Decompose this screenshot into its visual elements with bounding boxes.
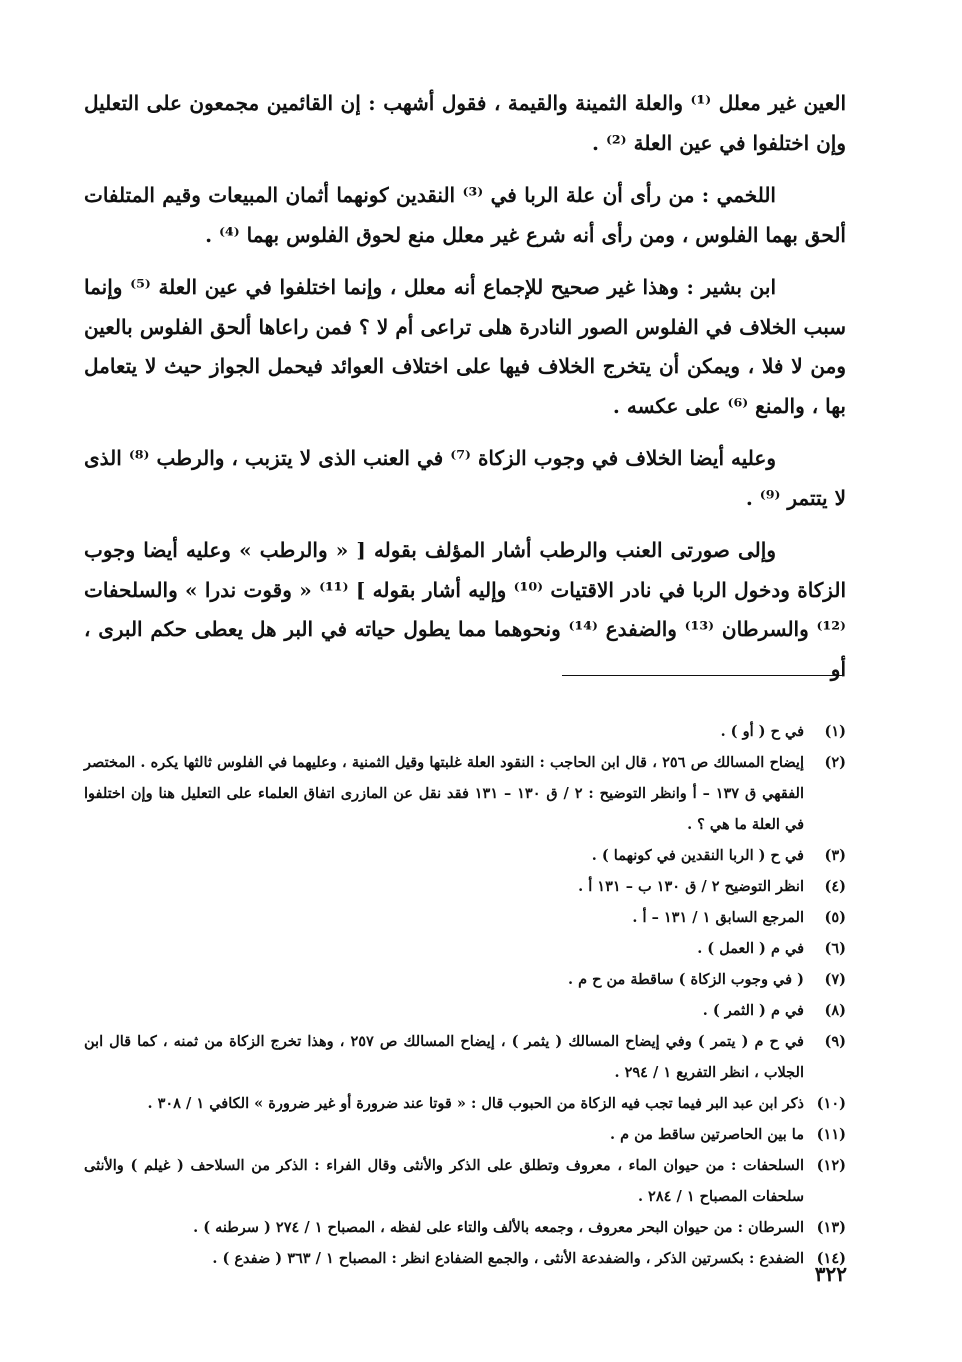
footnote	[84, 1119, 846, 1150]
footnote-number: (٥)	[824, 909, 846, 926]
footnote-text: السرطان : من حيوان البحر معروف ، وجمعه بالألف والتاء على لفظه ، المصباح ١ / ٢٧٤ ( سرطنه ) .	[193, 1219, 804, 1236]
footnote	[84, 1088, 846, 1119]
footnote-text: السلحفات : من حيوان الماء ، معروف وتطلق على الذكر والأنثى وقال الفراء : الذكر من السلاحف ( غيلم ) والأنثى سلحفات المصباح ١ / ٢٨٤ .	[84, 1157, 804, 1205]
paragraph-4: وعليه أيضا الخلاف في وجوب الزكاة ⁽⁷⁾ في العنب الذى لا يتزبب ، والرطب ⁽⁸⁾ الذى لا يتتمر ⁽⁹⁾ .	[84, 446, 846, 510]
footnote-number: (٤)	[824, 878, 846, 895]
footnote-number: (١٢)	[816, 1157, 846, 1174]
footnote-number: (٨)	[824, 1002, 846, 1019]
footnote	[84, 871, 846, 902]
paragraph-5: وإلى صورتى العنب والرطب أشار المؤلف بقوله [ « والرطب » وعليه أيضا وجوب الزكاة ودخول الربا في نادر الاقتيات ⁽¹⁰⁾ وإليه أشار بقوله ] ⁽¹¹⁾ « وقوت ندرا » والسلحفات ⁽¹²⁾ والسرطان ⁽¹³⁾ والضفدع ⁽¹⁴⁾ ونحوهما مما يطول حياته في البر هل يعطى حكم البرى ، أو	[84, 538, 846, 681]
footnote-text: ذكر ابن عبد البر فيما تجب فيه الزكاة من الحبوب قال : « قوتا عند ضرورة أو غير ضرورة » الكافي ١ / ٣٠٨ .	[147, 1095, 804, 1112]
main-text	[84, 84, 846, 702]
footnote-text: ( في وجوب الزكاة ) ساقطة من ح م .	[567, 971, 804, 988]
footnote-number: (٣)	[824, 847, 846, 864]
footnote-text: في ح ( الربا النقدين في كونهما ) .	[591, 847, 804, 864]
footnote-text: انظر التوضيح ٢ / ق ١٣٠ ب – ١٣١ أ .	[578, 878, 804, 895]
paragraph-3: ابن بشير : وهذا غير صحيح للإجماع أنه معلل ، وإنما اختلفوا في عين العلة ⁽⁵⁾ وإنما سبب الخلاف في الفلوس الصور النادرة هلى تراعى أم لا ؟ فمن راعاها ألحق الفلوس بالعين ومن لا فلا ، ويمكن أن يتخرج الخلاف فيها على اختلاف العوائد فيحمل الجواز حيث لا يتعامل بها ، والمنع ⁽⁶⁾ على عكسه .	[84, 275, 846, 418]
footnote	[84, 1150, 846, 1212]
footnote-text: في ح م ( يتمر ) وفي إيضاح المسالك ( يثمر ) ، إيضاح المسالك ص ٢٥٧ ، وهذا تخرج الزكاة من ثمنه ، كما قال ابن الجلاب ، انظر التفريع ١ / ٢٩٤ .	[84, 1033, 804, 1081]
footnote	[84, 1026, 846, 1088]
footnote	[84, 902, 846, 933]
footnote	[84, 964, 846, 995]
footnote-number: (١٠)	[816, 1095, 846, 1112]
footnote-number: (٦)	[824, 940, 846, 957]
footnote-text: إيضاح المسالك ص ٢٥٦ ، قال ابن الحاجب : النقود العلة غلبتها وقيل الثمنية ، وعليهما في الفلوس ثالثها يكره . المختصر الفقهي ق ١٣٧ – أ وانظر التوضيح : ٢ / ق ١٣٠ – ١٣١ فقد نقل عن المازرى اتفاق العلماء على التعليل هنا وإن اختلفوا في العلة ما هي ؟ .	[84, 754, 804, 833]
footnote-text: في م ( العمل ) .	[697, 940, 804, 957]
footnote	[84, 840, 846, 871]
footnote-number: (١٤)	[816, 1250, 846, 1267]
footnote-number: (١١)	[816, 1126, 846, 1143]
footnote-text: الضفدع : بكسرتين الذكر ، والضفدعة الأنثى ، والجمع الضفادع انظر : المصباح ١ / ٣٦٣ ( ضفدع ) .	[212, 1250, 804, 1267]
footnote	[84, 995, 846, 1026]
page-number: ٣٢٢	[814, 1262, 847, 1286]
footnote-text: في م ( الثمر ) .	[702, 1002, 804, 1019]
footnote-number: (٧)	[824, 971, 846, 988]
footnote	[84, 1243, 846, 1274]
paragraph-1: العين غير معلل ⁽¹⁾ والعلة الثمينة والقيمة ، فقول أشهب : إن القائمين مجمعون على التعليل وإن اختلفوا في عين العلة ⁽²⁾ .	[84, 91, 847, 155]
footnote	[84, 716, 846, 747]
footnote-number: (٩)	[824, 1033, 846, 1050]
footnote-text: ما بين الحاصرتين ساقط من م .	[609, 1126, 804, 1143]
paragraph-2: اللخمي : من رأى أن علة الربا في ⁽³⁾ النقدين كونهما أثمان المبيعات وقيم المتلفات ألحق بهما الفلوس ، ومن رأى أنه شرع غير معلل منع لحوق الفلوس بهما ⁽⁴⁾ .	[84, 183, 846, 247]
footnote-number: (١)	[824, 723, 846, 740]
footnote-separator	[562, 675, 844, 676]
footnote	[84, 1212, 846, 1243]
footnote-number: (١٣)	[816, 1219, 846, 1236]
footnotes	[84, 716, 846, 1274]
footnote-number: (٢)	[824, 754, 846, 771]
footnote	[84, 933, 846, 964]
footnote-text: في ح ( أو ) .	[720, 723, 804, 740]
footnote	[84, 747, 846, 840]
footnote-text: المرجع السابق ١ / ١٣١ – أ .	[632, 909, 804, 926]
